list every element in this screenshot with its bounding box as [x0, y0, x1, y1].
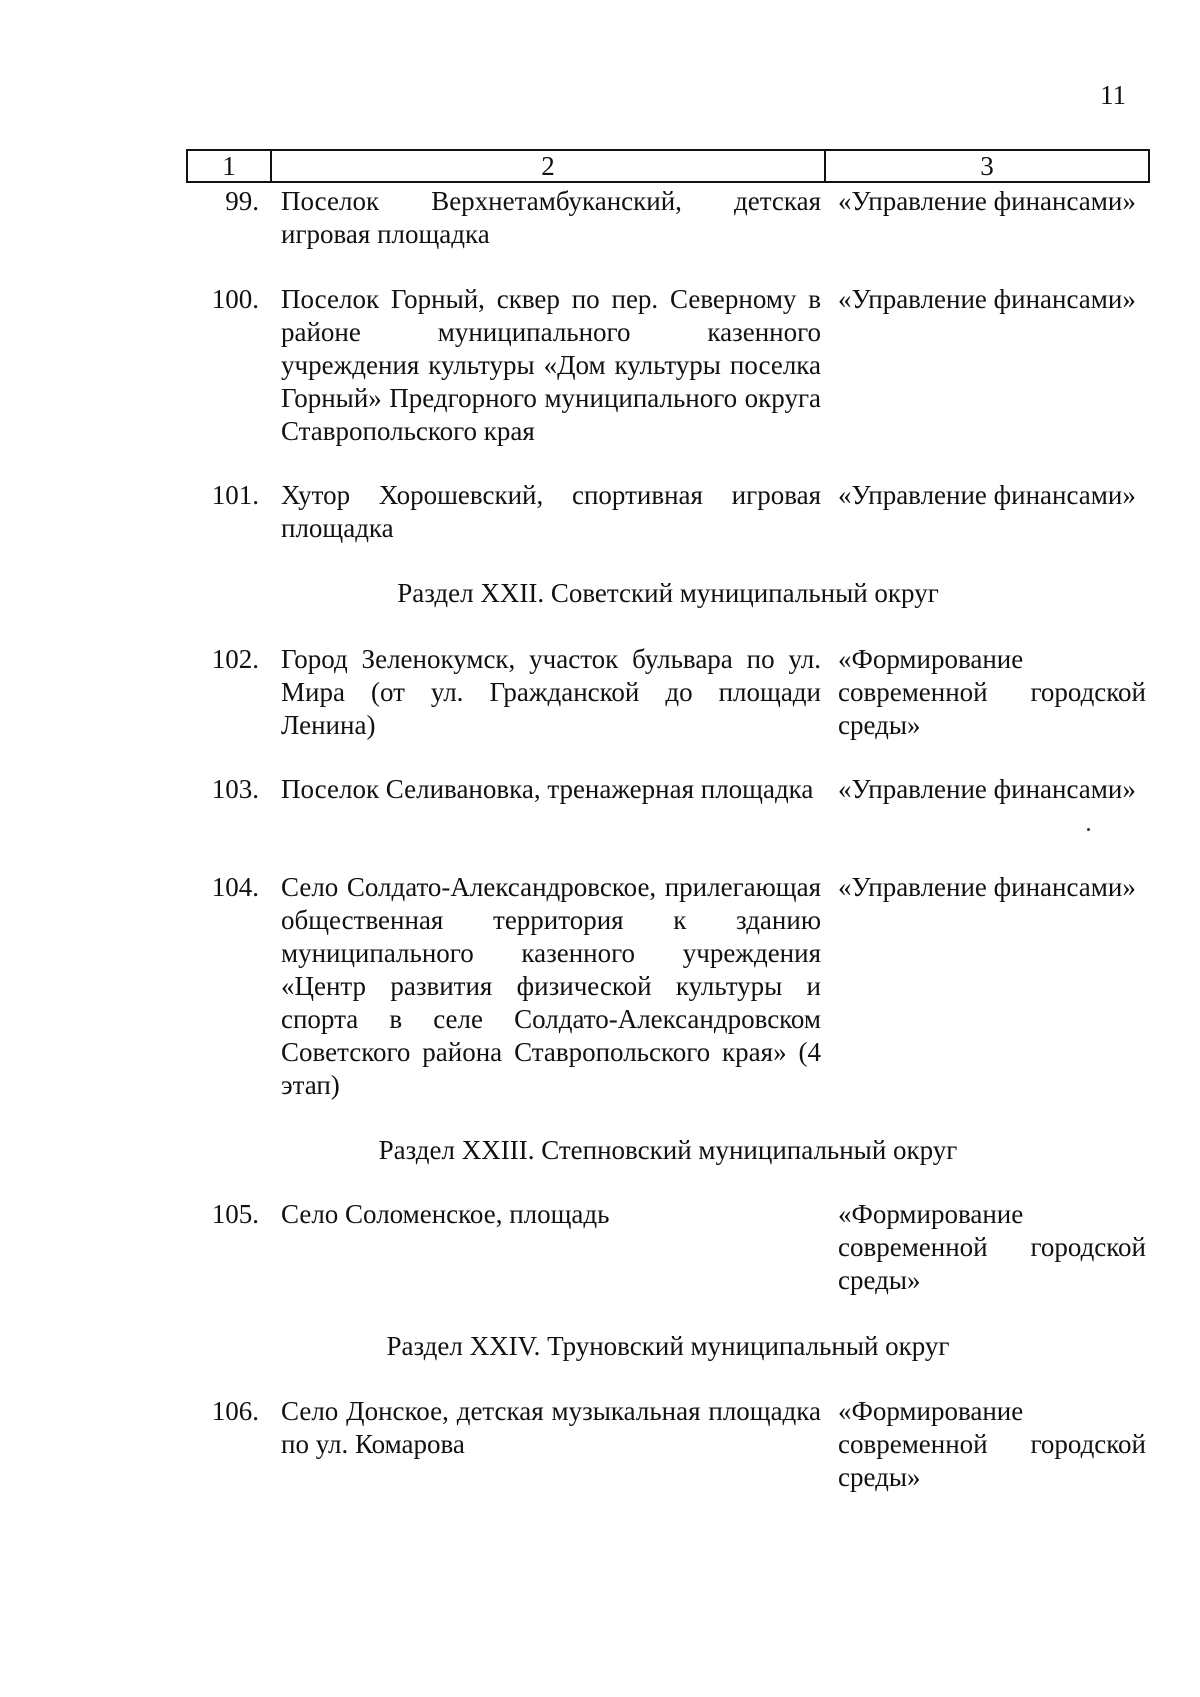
program-name: «Формирование современной городской среды» — [838, 1396, 1146, 1492]
program-name: «Управление финансами» — [838, 284, 1136, 314]
header-col-3: 3 — [980, 151, 994, 181]
program-name: «Формирование современной городской среды» — [838, 644, 1146, 740]
row-number: 106. — [211, 1396, 259, 1426]
page-number: 11 — [1100, 80, 1126, 110]
program-name: «Управление финансами» — [838, 774, 1136, 804]
object-name: Село Солдато-Александровское, прилегающая общественная территория к зданию муниципального казенного учреждения «Центр развития физической культуры и спорта в селе Солдато-Александровском Советского района Ставропольского края» (4 этап) — [281, 872, 821, 1100]
row-number: 102. — [211, 644, 259, 674]
object-name: Село Донское, детская музыкальная площадка по ул. Комарова — [281, 1396, 821, 1459]
program-name: «Управление финансами» — [838, 872, 1136, 902]
program-name: «Формирование современной городской среды» — [838, 1199, 1146, 1295]
section-heading: Раздел XXIII. Степновский муниципальный округ — [378, 1135, 958, 1165]
row-number: 100. — [211, 284, 259, 314]
row-number: 105. — [211, 1199, 259, 1229]
header-col-2: 2 — [272, 151, 826, 181]
object-name: Поселок Селивановка, тренажерная площадка — [281, 774, 814, 804]
program-name: «Управление финансами» — [838, 186, 1136, 216]
row-number: 101. — [211, 480, 259, 510]
object-name: Город Зеленокумск, участок бульвара по ул. Мира (от ул. Гражданской до площади Ленина) — [281, 644, 821, 740]
program-name: «Управление финансами» — [838, 480, 1136, 510]
object-name: Хутор Хорошевский, спортивная игровая площадка — [281, 480, 821, 543]
header-col-1: 1 — [188, 151, 272, 181]
object-name: Поселок Горный, сквер по пер. Северному в районе муниципального казенного учреждения культуры «Дом культуры поселка Горный» Предгорного муниципального округа Ставропольского края — [281, 284, 821, 446]
row-number: 104. — [211, 872, 259, 902]
section-heading: Раздел XXIV. Труновский муниципальный округ — [386, 1331, 950, 1361]
object-name: Село Соломенское, площадь — [281, 1199, 610, 1229]
table-header — [186, 149, 1150, 183]
row-number: 103. — [211, 774, 259, 804]
section-heading: Раздел XXII. Советский муниципальный округ — [397, 578, 939, 608]
row-number: 99. — [225, 186, 259, 216]
object-name: Поселок Верхнетамбуканский, детская игровая площадка — [281, 186, 821, 249]
scan-speck — [1087, 828, 1090, 831]
